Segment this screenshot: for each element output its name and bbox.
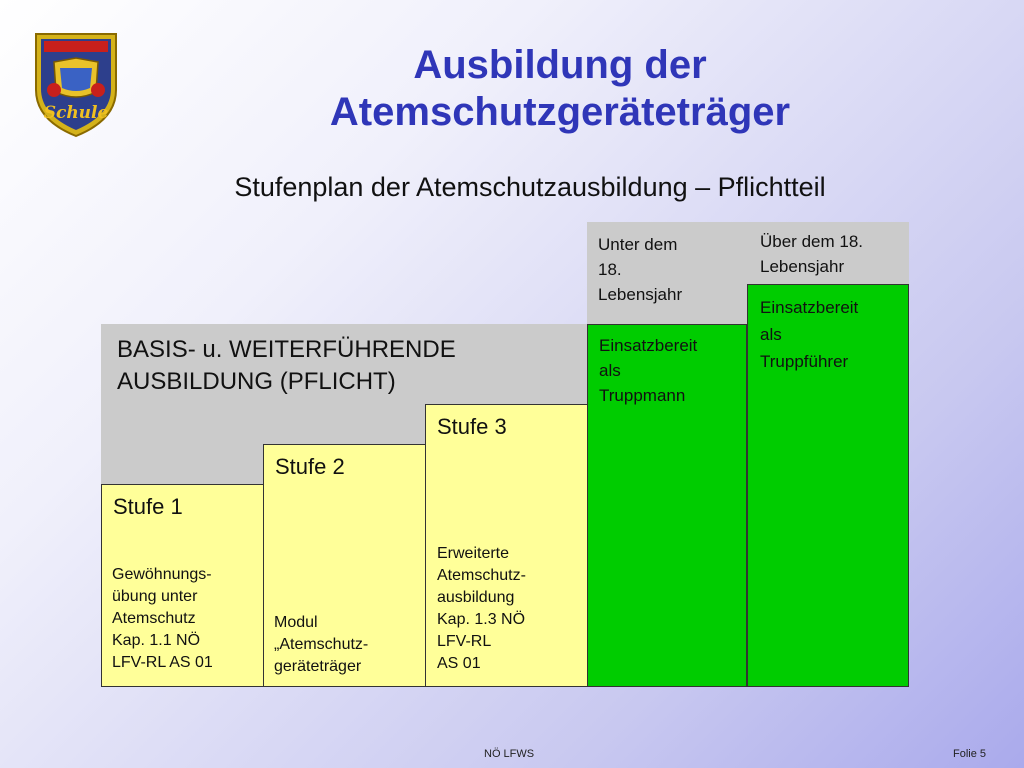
- truppfuehrer-label: Einsatzbereit als Truppführer: [760, 298, 859, 371]
- stufe-1-description: Gewöhnungs- übung unter Atemschutz Kap. 1.1 NÖ LFV-RL AS 01: [112, 566, 213, 671]
- stufe-3-description: Erweiterte Atemschutz- ausbildung Kap. 1.3 NÖ LFV-RL AS 01: [437, 545, 526, 672]
- logo-script: Schule: [43, 103, 109, 123]
- header-over-18-label: Über dem 18. Lebensjahr: [760, 232, 863, 276]
- fire-brigade-school-logo: [30, 28, 122, 140]
- title-line-2: Atemschutzgeräteträger: [329, 90, 791, 134]
- title-line-1: Ausbildung der: [413, 43, 707, 87]
- page-title: [200, 42, 920, 136]
- basis-label: BASIS- u. WEITERFÜHRENDE AUSBILDUNG (PFLICHT): [117, 336, 456, 395]
- stufe-2-label: Stufe 2: [275, 454, 345, 479]
- stufe-3-label: Stufe 3: [437, 414, 507, 439]
- logo-banner: [44, 41, 108, 52]
- footer-center: NÖ LFWS: [484, 748, 535, 760]
- stufe-2-description: Modul „Atemschutz- geräteträger: [274, 614, 369, 675]
- truppmann-label: Einsatzbereit als Truppmann: [599, 336, 698, 405]
- header-under-18-label: Unter dem 18. Lebensjahr: [598, 235, 683, 304]
- footer-slide-number: Folie 5: [953, 748, 987, 760]
- subtitle: Stufenplan der Atemschutzausbildung – Pflichtteil: [234, 172, 826, 202]
- stufe-1-label: Stufe 1: [113, 494, 183, 519]
